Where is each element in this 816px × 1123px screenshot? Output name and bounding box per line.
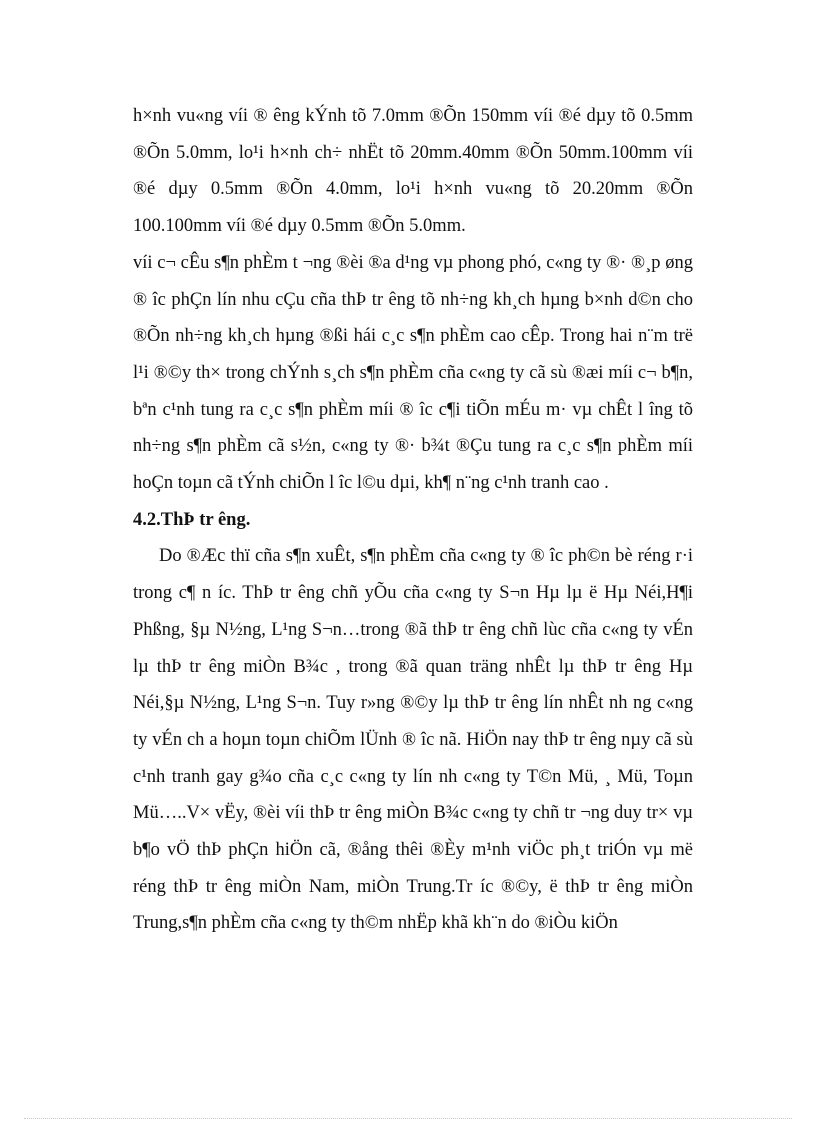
paragraph-product-dimensions: h×nh vu«ng víi ® êng kÝnh tõ 7.0mm ®Õn 150mm víi ®é dµy tõ 0.5mm ®Õn 5.0mm, lo¹i h×nh ch÷ nhËt tõ 20mm.40mm ®Õn 50mm.100mm víi ®é dµy 0.5mm ®Õn 4.0mm, lo¹i h×nh vu«ng tõ 20.20mm ®Õn 100.100mm víi ®é dµy 0.5mm ®Õn 5.0mm. [133,106,693,237]
section-heading-market: 4.2.ThÞ tr êng. [133,509,251,530]
paragraph-product-structure: víi c¬ cÊu s¶n phÈm t ¬ng ®èi ®a d¹ng vµ phong phó, c«ng ty ®· ®¸p øng ® îc phÇn lín nhu cÇu cña thÞ tr êng tõ nh÷ng kh¸ch hµng b×nh d©n cho ®Õn nh÷ng kh¸ch hµng ®ßi hái c¸c s¶n phÈm cao cÊp. Trong hai n¨m trë l¹i ®©y th× trong chÝnh s¸ch s¶n phÈm cña c«ng ty cã sù ®æi míi c¬ b¶n, bªn c¹nh tung ra c¸c s¶n phÈm míi ® îc c¶i tiÕn mÉu m· vµ chÊt l îng tõ nh÷ng s¶n phÈm cã s½n, c«ng ty ®· b¾t ®Çu tung ra c¸c s¶n phÈm míi hoÇn toµn cã tÝnh chiÕn l îc l©u dµi, kh¶ n¨ng c¹nh tranh cao . [133,252,693,494]
document-body [133,98,693,942]
paragraph-market: Do ®Æc thï cña s¶n xuÊt, s¶n phÈm cña c«ng ty ® îc ph©n bè réng r·i trong c¶ n íc. ThÞ tr êng chñ yÕu cña c«ng ty S¬n Hµ lµ ë Hµ Néi,H¶i Phßng, §µ N½ng, L¹ng S¬n…trong ®ã thÞ tr êng chñ lùc cña c«ng ty vÉn lµ thÞ tr êng miÒn B¾c , trong ®ã quan träng nhÊt lµ thÞ tr êng Hµ Néi,§µ N½ng, L¹ng S¬n. Tuy r»ng ®©y lµ thÞ tr êng lín nhÊt nh ng c«ng ty vÉn ch a hoµn toµn chiÕm lÜnh ® îc nã. HiÖn nay thÞ tr êng nµy cã sù c¹nh tranh gay g¾o cña c¸c c«ng ty lín nh c«ng ty T©n Mü, ¸ Mü, Toµn Mü…..V× vËy, ®èi víi thÞ tr êng miÒn B¾c c«ng ty chñ tr ¬ng duy tr× vµ b¶o vÖ thÞ phÇn hiÖn cã, ®ång thêi ®Èy m¹nh viÖc ph¸t triÓn vµ më réng thÞ tr êng miÒn Nam, miÒn Trung.Tr íc ®©y, ë thÞ tr êng miÒn Trung,s¶n phÈm cña c«ng ty th©m nhËp khã kh¨n do ®iÒu kiÖn [133,546,693,934]
page-bottom-divider [24,1118,792,1119]
